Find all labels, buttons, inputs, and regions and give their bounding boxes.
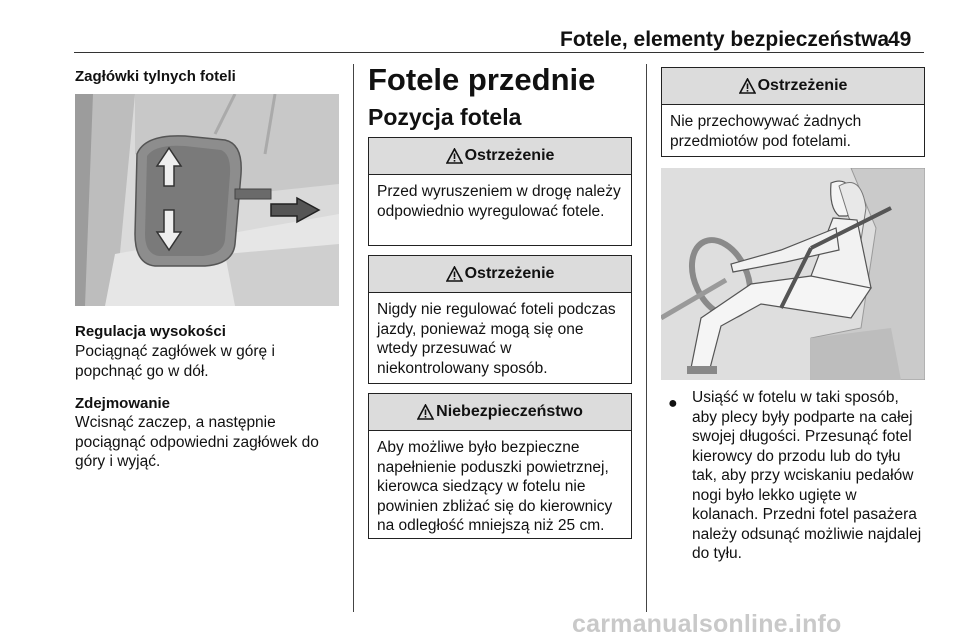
danger-box-text: Aby możliwe było bezpieczne napełnienie poduszki powietrznej, kierowca siedzący w fotelu nie powinien zbliżać się do kierownicy na odległość mniejszą niż 25 cm. <box>377 439 613 534</box>
warning-box-header <box>369 138 631 175</box>
removal-text: Wcisnąć zaczep, a następnie pociągnąć odpowiedni zagłówek do góry i wyjąć. <box>75 414 319 470</box>
height-adjust-text: Pociągnąć zagłówek w górę i popchnąć go w dół. <box>75 343 275 380</box>
removal-title: Zdejmowanie <box>75 395 171 412</box>
bullet-marker: ● <box>668 395 678 412</box>
column-divider-right <box>646 64 647 612</box>
bullet-text: Usiąść w fotelu w taki sposób, aby plecy były podparte na całej swojej długości. Przesunąć fotel kierowcy do przodu lub do tyłu tak, aby przy wciskaniu pedałów nogi było lekko ugięte w kolanach. Przedni fotel pasażera należy odsunąć możliwie najdalej do tyłu. <box>692 389 922 562</box>
section-caption: Zagłówki tylnych foteli <box>75 68 236 85</box>
headrest-illustration <box>75 94 339 306</box>
warning-box-text: Nigdy nie regulować foteli podczas jazdy, ponieważ mogą się one wtedy przesuwać w niekontrolowany sposób. <box>377 301 616 377</box>
page-number: 49 <box>888 28 912 51</box>
section-subheading: Pozycja fotela <box>368 104 522 130</box>
warning-box-text: Nie przechowywać żadnych przedmiotów pod fotelami. <box>670 113 862 150</box>
height-adjust-title: Regulacja wysokości <box>75 323 226 340</box>
warning-box-header <box>662 68 924 105</box>
warning-box-title: Ostrzeżenie <box>757 77 848 94</box>
warning-box-title: Ostrzeżenie <box>464 147 555 164</box>
warning-box-title: Ostrzeżenie <box>464 265 555 282</box>
warning-box <box>368 255 632 384</box>
seat-position-illustration <box>661 168 925 380</box>
warning-box-text: Przed wyruszeniem w drogę należy odpowiednio wyregulować fotele. <box>377 183 621 220</box>
warning-box-header <box>369 256 631 293</box>
warning-triangle-icon <box>446 266 463 282</box>
warning-triangle-icon <box>417 404 434 420</box>
warning-box <box>661 67 925 157</box>
column-divider-left <box>353 64 354 612</box>
watermark: carmanualsonline.info <box>572 610 842 638</box>
section-heading: Fotele przednie <box>368 62 596 97</box>
warning-triangle-icon <box>739 78 756 94</box>
warning-box <box>368 137 632 246</box>
warning-triangle-icon <box>446 148 463 164</box>
danger-box-header <box>369 394 631 431</box>
header-divider <box>74 52 924 53</box>
danger-box <box>368 393 632 539</box>
danger-box-title: Niebezpieczeństwo <box>436 403 583 420</box>
page-header-title: Fotele, elementy bezpieczeństwa <box>560 28 890 51</box>
